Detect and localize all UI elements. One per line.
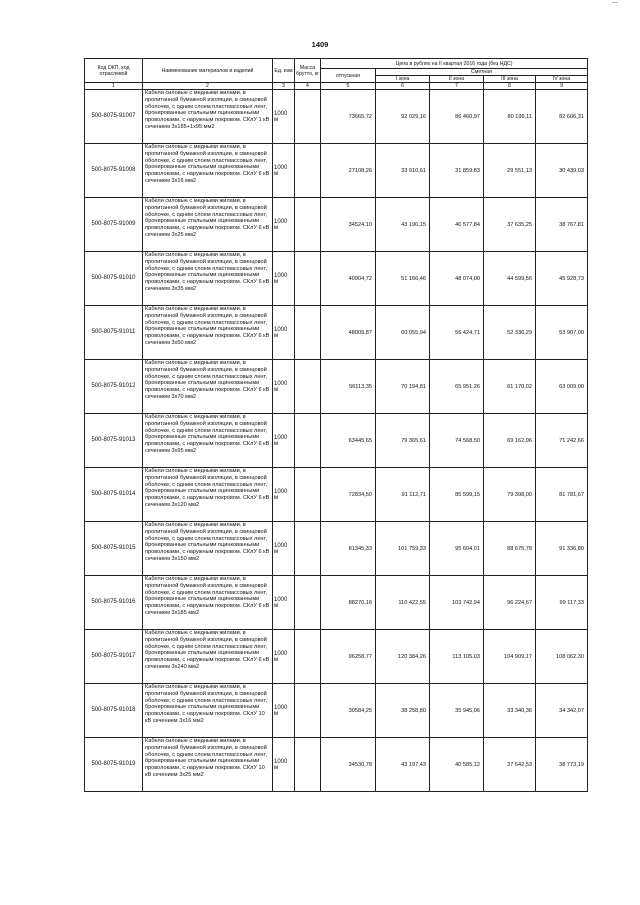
product-name (143, 522, 273, 576)
gross-mass (295, 684, 321, 738)
header-zone2: II зона (430, 76, 484, 83)
product-name-text: Кабели силовые с медными жилами, в пропитанной бумажной изоляции, в свинцовой оболочке, с одним слоем пластмассовых лент, бронированные стальными оцинкованными проволоками, с наружным покровом. СКлУ 1 кВ сечением 3х185+1х95 мм2 (145, 90, 270, 130)
gross-mass (295, 414, 321, 468)
release-price: 56113,35 (321, 360, 376, 414)
release-price: 34530,78 (321, 738, 376, 792)
column-number: 5 (321, 83, 376, 90)
product-name-text: Кабели силовые с медными жилами, в пропитанной бумажной изоляции, в свинцовой оболочке, с одним слоем пластмассовых лент, бронированные стальными оцинкованными проволоками, с наружным покровом. СКлУ 6 кВ сечением 3х35 мм2 (145, 252, 270, 292)
zone3-price: 88 675,78 (484, 522, 536, 576)
product-name-text: Кабели силовые с медными жилами, в пропитанной бумажной изоляции, в свинцовой оболочке, с одним слоем пластмассовых лент, бронированные стальными оцинкованными проволоками, с наружным покровом. СКлУ 6 кВ сечением 3х95 мм2 (145, 414, 270, 454)
header-name: Наименование материалов и изделий (143, 59, 273, 83)
product-name-text: Кабели силовые с медными жилами, в пропитанной бумажной изоляции, в свинцовой оболочке, с одним слоем пластмассовых лент, бронированные стальными оцинкованными проволоками, с наружным покровом. СКлУ 6 кВ сечением 3х50 мм2 (145, 306, 270, 346)
zone4-price: 91 336,80 (536, 522, 588, 576)
header-unit: Ед. изм (273, 59, 295, 83)
table-row (85, 684, 588, 738)
zone2-price: 40 585,12 (430, 738, 484, 792)
product-name-text: Кабели силовые с медными жилами, в пропитанной бумажной изоляции, в свинцовой оболочке, с одним слоем пластмассовых лент, бронированные стальными оцинкованными проволоками, с наружным покровом. СКлУ 6 кВ сечением 3х16 мм2 (145, 144, 270, 184)
product-name (143, 576, 273, 630)
zone4-price: 108 062,30 (536, 630, 588, 684)
product-name (143, 468, 273, 522)
zone3-price: 61 170,02 (484, 360, 536, 414)
product-code: 500-8075-91008 (85, 144, 143, 198)
release-price: 48009,87 (321, 306, 376, 360)
table-row (85, 468, 588, 522)
column-number: 4 (295, 83, 321, 90)
release-price: 34524,10 (321, 198, 376, 252)
zone4-price: 63 009,00 (536, 360, 588, 414)
release-price: 73665,72 (321, 90, 376, 144)
zone3-price: 29 551,13 (484, 144, 536, 198)
product-name-text: Кабели силовые с медными жилами, в пропитанной бумажной изоляции, в свинцовой оболочке, с одним слоем пластмассовых лент, бронированные стальными оцинкованными проволоками, с наружным покровом. СКлУ 6 кВ сечением 3х25 мм2 (145, 198, 270, 238)
table-row (85, 738, 588, 792)
gross-mass (295, 522, 321, 576)
gross-mass (295, 306, 321, 360)
page-number: 1409 (311, 40, 329, 49)
corner-mark: — (612, 0, 618, 6)
table-row (85, 306, 588, 360)
zone2-price: 113 105,03 (430, 630, 484, 684)
gross-mass (295, 738, 321, 792)
zone4-price: 81 781,67 (536, 468, 588, 522)
product-name-text: Кабели силовые с медными жилами, в пропитанной бумажной изоляции, в свинцовой оболочке, с одним слоем пластмассовых лент, бронированные стальными оцинкованными проволоками, с наружным покровом. СКлУ 6 кВ сечением 3х150 мм2 (145, 522, 270, 562)
header-mass: Масса брутто, кг (295, 59, 321, 83)
release-price: 63445,65 (321, 414, 376, 468)
column-number: 3 (273, 83, 295, 90)
gross-mass (295, 90, 321, 144)
zone3-price: 104 909,17 (484, 630, 536, 684)
zone1-price: 92 029,16 (376, 90, 430, 144)
release-price: 27108,26 (321, 144, 376, 198)
zone3-price: 69 162,96 (484, 414, 536, 468)
zone2-price: 31 859,83 (430, 144, 484, 198)
zone2-price: 48 074,00 (430, 252, 484, 306)
gross-mass (295, 360, 321, 414)
product-name-text: Кабели силовые с медными жилами, в пропитанной бумажной изоляции, в свинцовой оболочке, с одним слоем пластмассовых лент, бронированные стальными оцинкованными проволоками, с наружным покровом. СКлУ 6 кВ сечением 3х185 мм2 (145, 576, 270, 616)
unit: 1000 м (273, 576, 295, 630)
unit: 1000 м (273, 738, 295, 792)
product-code: 500-8075-91009 (85, 198, 143, 252)
zone4-price: 82 606,31 (536, 90, 588, 144)
gross-mass (295, 198, 321, 252)
gross-mass (295, 630, 321, 684)
product-name-text: Кабели силовые с медными жилами, в пропитанной бумажной изоляции, в свинцовой оболочке, с одним слоем пластмассовых лент, бронированные стальными оцинкованными проволоками, с наружным покровом. СКлУ 10 кВ сечением 3х25 мм2 (145, 738, 268, 778)
product-name (143, 306, 273, 360)
table-body (85, 90, 588, 792)
product-code: 500-8075-91019 (85, 738, 143, 792)
product-name (143, 360, 273, 414)
product-name (143, 90, 273, 144)
zone2-price: 74 568,50 (430, 414, 484, 468)
unit: 1000 м (273, 198, 295, 252)
table-row (85, 522, 588, 576)
zone4-price: 53 907,00 (536, 306, 588, 360)
release-price: 72834,50 (321, 468, 376, 522)
table-header (85, 59, 588, 90)
product-code: 500-8075-91015 (85, 522, 143, 576)
release-price: 30584,25 (321, 684, 376, 738)
zone3-price: 33 340,36 (484, 684, 536, 738)
unit: 1000 м (273, 90, 295, 144)
zone2-price: 103 742,94 (430, 576, 484, 630)
release-price: 81345,33 (321, 522, 376, 576)
release-price: 96258,77 (321, 630, 376, 684)
gross-mass (295, 144, 321, 198)
header-zone3: III зона (484, 76, 536, 83)
release-price: 40904,72 (321, 252, 376, 306)
product-code: 500-8075-91013 (85, 414, 143, 468)
product-name (143, 738, 273, 792)
table-row (85, 414, 588, 468)
zone1-price: 101 759,33 (376, 522, 430, 576)
product-code: 500-8075-91011 (85, 306, 143, 360)
unit: 1000 м (273, 468, 295, 522)
product-code: 500-8075-91012 (85, 360, 143, 414)
zone2-price: 95 604,01 (430, 522, 484, 576)
header-zone1: I зона (376, 76, 430, 83)
zone3-price: 96 224,67 (484, 576, 536, 630)
header-zone4: IV зона (536, 76, 588, 83)
zone4-price: 30 439,03 (536, 144, 588, 198)
zone3-price: 37 642,53 (484, 738, 536, 792)
zone1-price: 60 055,94 (376, 306, 430, 360)
zone1-price: 38 258,80 (376, 684, 430, 738)
gross-mass (295, 252, 321, 306)
zone4-price: 38 773,19 (536, 738, 588, 792)
product-code: 500-8075-91018 (85, 684, 143, 738)
column-number: 9 (536, 83, 588, 90)
unit: 1000 м (273, 306, 295, 360)
table-row (85, 144, 588, 198)
zone1-price: 120 384,26 (376, 630, 430, 684)
unit: 1000 м (273, 414, 295, 468)
product-name (143, 630, 273, 684)
product-code: 500-8075-91016 (85, 576, 143, 630)
zone3-price: 37 635,25 (484, 198, 536, 252)
product-code: 500-8075-91014 (85, 468, 143, 522)
zone3-price: 44 599,56 (484, 252, 536, 306)
table-row (85, 198, 588, 252)
unit: 1000 м (273, 630, 295, 684)
unit: 1000 м (273, 144, 295, 198)
product-name-text: Кабели силовые с медными жилами, в пропитанной бумажной изоляции, в свинцовой оболочке, с одним слоем пластмассовых лент, бронированные стальными оцинкованными проволоками, с наружным покровом. СКлУ 10 кВ сечением 3х16 мм2 (145, 684, 268, 724)
product-name (143, 684, 273, 738)
unit: 1000 м (273, 522, 295, 576)
zone1-price: 110 422,55 (376, 576, 430, 630)
zone3-price: 80 199,11 (484, 90, 536, 144)
unit: 1000 м (273, 684, 295, 738)
zone1-price: 51 166,46 (376, 252, 430, 306)
column-number: 2 (143, 83, 273, 90)
unit: 1000 м (273, 252, 295, 306)
zone1-price: 33 910,61 (376, 144, 430, 198)
table-row (85, 360, 588, 414)
product-name-text: Кабели силовые с медными жилами, в пропитанной бумажной изоляции, в свинцовой оболочке, с одним слоем пластмассовых лент, бронированные стальными оцинкованными проволоками, с наружным покровом. СКлУ 6 кВ сечением 3х240 мм2 (145, 630, 270, 670)
table-row (85, 252, 588, 306)
header-release: отпускная (321, 69, 376, 83)
zone1-price: 79 365,61 (376, 414, 430, 468)
gross-mass (295, 576, 321, 630)
zone2-price: 40 577,84 (430, 198, 484, 252)
product-name (143, 414, 273, 468)
product-name (143, 198, 273, 252)
zone1-price: 91 112,71 (376, 468, 430, 522)
zone4-price: 38 767,81 (536, 198, 588, 252)
zone2-price: 35 945,06 (430, 684, 484, 738)
column-number: 1 (85, 83, 143, 90)
product-name-text: Кабели силовые с медными жилами, в пропитанной бумажной изоляции, в свинцовой оболочке, с одним слоем пластмассовых лент, бронированные стальными оцинкованными проволоками, с наружным покровом. СКлУ 6 кВ сечением 3х120 мм2 (145, 468, 270, 508)
zone4-price: 71 242,66 (536, 414, 588, 468)
gross-mass (295, 468, 321, 522)
table-row (85, 90, 588, 144)
product-code: 500-8075-91007 (85, 90, 143, 144)
header-estimate: Сметная (376, 69, 588, 76)
zone2-price: 56 424,71 (430, 306, 484, 360)
column-number: 6 (376, 83, 430, 90)
zone2-price: 85 599,15 (430, 468, 484, 522)
release-price: 88270,16 (321, 576, 376, 630)
zone1-price: 43 197,43 (376, 738, 430, 792)
product-code: 500-8075-91010 (85, 252, 143, 306)
zone1-price: 43 190,15 (376, 198, 430, 252)
product-code: 500-8075-91017 (85, 630, 143, 684)
zone2-price: 86 460,97 (430, 90, 484, 144)
column-number: 8 (484, 83, 536, 90)
table-row (85, 630, 588, 684)
product-name-text: Кабели силовые с медными жилами, в пропитанной бумажной изоляции, в свинцовой оболочке, с одним слоем пластмассовых лент, бронированные стальными оцинкованными проволоками, с наружным покровом. СКлУ 6 кВ сечением 3х70 мм2 (145, 360, 270, 400)
zone4-price: 99 117,33 (536, 576, 588, 630)
zone4-price: 34 342,07 (536, 684, 588, 738)
zone3-price: 79 398,00 (484, 468, 536, 522)
header-code: Код ОКП, код отраслевой (85, 59, 143, 83)
zone4-price: 45 928,73 (536, 252, 588, 306)
unit: 1000 м (273, 360, 295, 414)
header-price-group: Цена в рублях на II квартал 2016 года (без НДС) (321, 59, 588, 69)
column-numbers-row (85, 83, 588, 90)
product-name (143, 252, 273, 306)
zone3-price: 52 336,29 (484, 306, 536, 360)
zone1-price: 70 194,81 (376, 360, 430, 414)
price-table (84, 58, 588, 792)
product-name (143, 144, 273, 198)
column-number: 7 (430, 83, 484, 90)
table-row (85, 576, 588, 630)
zone2-price: 65 951,26 (430, 360, 484, 414)
